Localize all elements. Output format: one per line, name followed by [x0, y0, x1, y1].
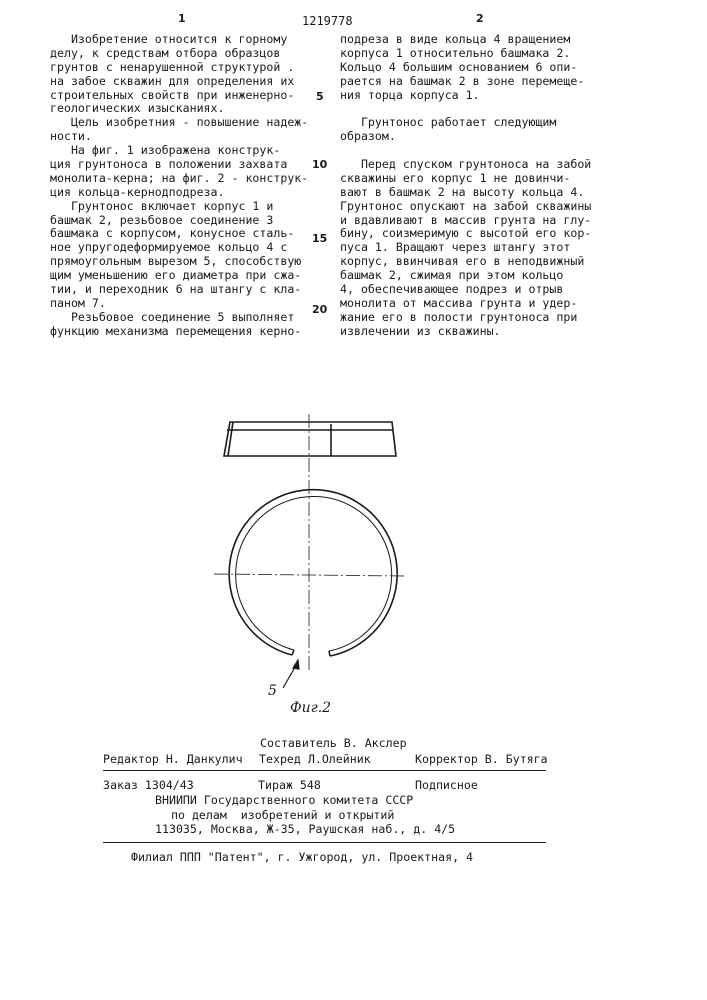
text-line: строительных свойств при инженерно-	[50, 89, 308, 103]
line-number-5: 5	[316, 90, 324, 103]
techred: Техред Л.Олейник	[259, 752, 371, 766]
text-line: монолита-керна; на фиг. 2 - конструк-	[50, 172, 308, 186]
text-line: Грунтонос работает следующим	[340, 116, 591, 130]
text-line: делу, к средствам отбора образцов	[50, 47, 308, 61]
text-line: образом.	[340, 130, 591, 144]
text-line: ция грунтоноса в положении захвата	[50, 158, 308, 172]
text-line: монолита от массива грунта и удер-	[340, 297, 591, 311]
text-line: и вдавливают в массив грунта на глу-	[340, 214, 591, 228]
page-number-right: 2	[476, 12, 484, 25]
text-line: грунтов с ненарушенной структурой .	[50, 61, 308, 75]
divider	[103, 770, 546, 771]
line-number-10: 10	[312, 158, 327, 171]
text-line: Изобретение относится к горному	[50, 33, 308, 47]
text-line: ния торца корпуса 1.	[340, 89, 591, 103]
subscription: Подписное	[415, 778, 478, 792]
text-line: паном 7.	[50, 297, 308, 311]
text-line: башмак 2, сжимая при этом кольцо	[340, 269, 591, 283]
editor: Редактор Н. Данкулич	[103, 752, 243, 766]
page-number-left: 1	[178, 12, 186, 25]
text-line: пуса 1. Вращают через штангу этот	[340, 241, 591, 255]
line-number-15: 15	[312, 232, 327, 245]
callout-label-5: 5	[268, 683, 277, 699]
text-line: Грунтонос опускают на забой скважины	[340, 200, 591, 214]
text-line: Резьбовое соединение 5 выполняет	[50, 311, 308, 325]
text-line: На фиг. 1 изображена конструк-	[50, 144, 308, 158]
text-line: подреза в виде кольца 4 вращением	[340, 33, 591, 47]
text-line: вают в башмак 2 на высоту кольца 4.	[340, 186, 591, 200]
text-line: функцию механизма перемещения керно-	[50, 325, 308, 339]
org-line-2: по делам изобретений и открытий	[171, 808, 394, 822]
text-line: Кольцо 4 большим основанием 6 опи-	[340, 61, 591, 75]
divider	[103, 842, 546, 843]
text-line: корпуса 1 относительно башмака 2.	[340, 47, 591, 61]
text-line: жание его в полости грунтоноса при	[340, 311, 591, 325]
text-line: Грунтонос включает корпус 1 и	[50, 200, 308, 214]
compiler: Составитель В. Акслер	[260, 736, 407, 750]
text-line: геологических изысканиях.	[50, 102, 308, 116]
text-line: Перед спуском грунтоноса на забой	[340, 158, 591, 172]
text-line: башмака с корпусом, конусное сталь-	[50, 227, 308, 241]
text-line: тии, и переходник 6 на штангу с кла-	[50, 283, 308, 297]
org-line-1: ВНИИПИ Государственного комитета СССР	[155, 793, 413, 807]
ring-side-view	[224, 422, 396, 456]
text-line: скважины его корпус 1 не довинчи-	[340, 172, 591, 186]
text-line: 4, обеспечивающее подрез и отрыв	[340, 283, 591, 297]
text-line: ное упругодеформируемое кольцо 4 с	[50, 241, 308, 255]
order-number: Заказ 1304/43	[103, 778, 194, 792]
patent-number: 1219778	[302, 14, 353, 28]
corrector: Корректор В. Бутяга	[415, 752, 548, 766]
figure-caption: Фиг.2	[290, 700, 331, 716]
text-line: извлечении из скважины.	[340, 325, 591, 339]
text-line: ности.	[50, 130, 308, 144]
circulation: Тираж 548	[258, 778, 321, 792]
split-ring	[229, 490, 397, 656]
text-line: корпус, ввинчивая его в неподвижный	[340, 255, 591, 269]
org-address: 113035, Москва, Ж-35, Раушская наб., д. 4/5	[155, 822, 455, 836]
line-number-20: 20	[312, 303, 327, 316]
text-line: ция кольца-кернодподреза.	[50, 186, 308, 200]
text-line: башмак 2, резьбовое соединение 3	[50, 214, 308, 228]
text-line: на забое скважин для определения их	[50, 75, 308, 89]
branch-address: Филиал ППП "Патент", г. Ужгород, ул. Проектная, 4	[131, 850, 473, 864]
text-line: щим уменьшению его диаметра при сжа-	[50, 269, 308, 283]
text-line: Цель изобретния - повышение надеж-	[50, 116, 308, 130]
callout-arrow	[283, 660, 299, 688]
text-line: бину, соизмеримую с высотой его кор-	[340, 227, 591, 241]
text-line: рается на башмак 2 в зоне перемеще-	[340, 75, 591, 89]
text-line: прямоугольным вырезом 5, способствую	[50, 255, 308, 269]
